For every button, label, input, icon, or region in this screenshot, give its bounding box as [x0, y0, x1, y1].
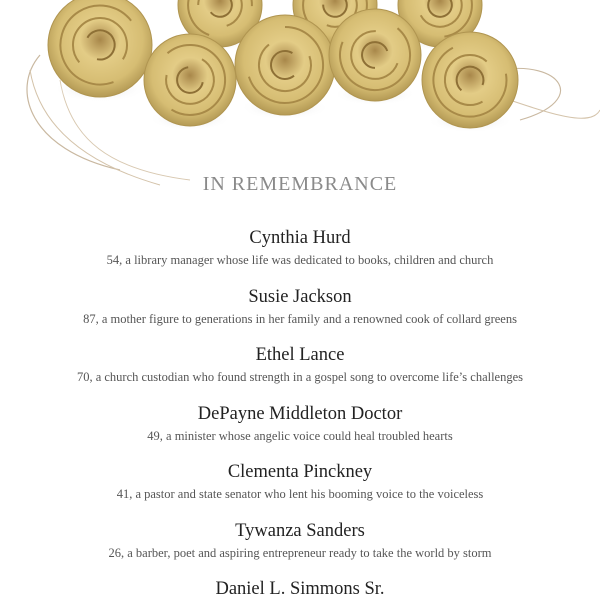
palmetto-rose [329, 9, 421, 106]
memorial-entry [0, 519, 600, 578]
victim-name: Ethel Lance [255, 345, 345, 365]
palmetto-rose [144, 34, 236, 131]
victim-description: 54, a library manager whose life was dedicated to books, children and church [106, 253, 494, 267]
victim-description: 49, a minister whose angelic voice could heal troubled hearts [147, 428, 453, 443]
victim-name: Clementa Pinckney [227, 462, 373, 482]
palmetto-rose [48, 0, 152, 102]
memorial-entry [0, 285, 600, 344]
victim-description: 70, a church custodian who found strength in a gospel song to overcome life’s challenges [76, 370, 524, 384]
memorial-entry [0, 577, 600, 600]
palmetto-rose [235, 15, 335, 120]
victim-description: 26, a barber, poet and aspiring entrepreneur ready to take the world by storm [108, 545, 492, 560]
page-title: IN REMEMBRANCE [202, 173, 398, 195]
victim-list [0, 226, 600, 600]
memorial-entry [0, 402, 600, 461]
memorial-entry [0, 460, 600, 519]
palmetto-rose [422, 32, 518, 133]
victim-name: Susie Jackson [248, 286, 352, 307]
memorial-entry [0, 226, 600, 285]
victim-name: DePayne Middleton Doctor [197, 403, 403, 424]
palmetto-roses-image [0, 0, 600, 195]
memorial-entry [0, 343, 600, 402]
victim-description: 41, a pastor and state senator who lent his booming voice to the voiceless [116, 487, 484, 501]
victim-name: Daniel L. Simmons Sr. [215, 579, 385, 599]
victim-description: 87, a mother figure to generations in her family and a renowned cook of collard greens [83, 311, 517, 326]
victim-name: Cynthia Hurd [249, 228, 351, 248]
victim-name: Tywanza Sanders [235, 520, 365, 541]
